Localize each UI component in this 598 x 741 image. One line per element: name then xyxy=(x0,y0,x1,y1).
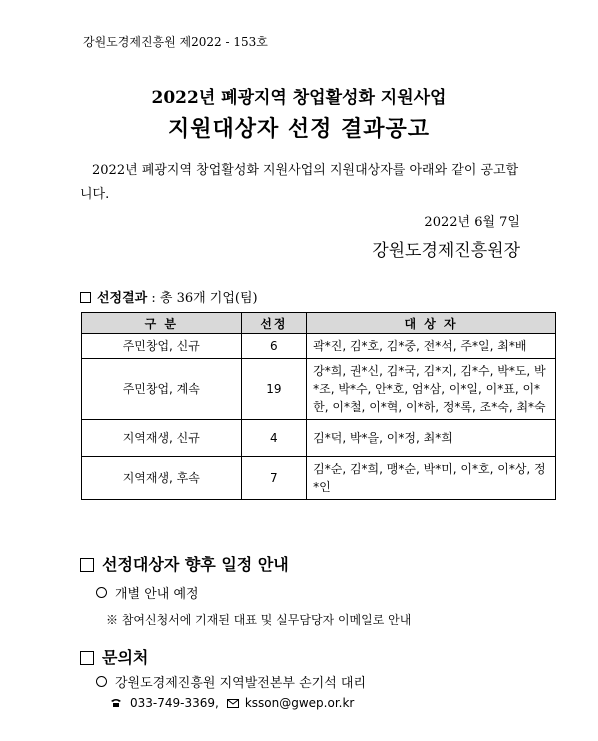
section-title: 선정결과 xyxy=(97,291,148,306)
row-category: 지역재생, 후속 xyxy=(82,457,242,500)
table-row xyxy=(82,420,556,457)
table-row xyxy=(82,334,556,359)
row-names: 김*순, 김*희, 맹*순, 박*미, 이*호, 이*상, 정*인 xyxy=(307,457,556,500)
phone-icon xyxy=(110,698,122,708)
announcement-date: 2022년 6월 7일 xyxy=(424,215,520,230)
header-names: 대 상 자 xyxy=(307,313,556,334)
table-row xyxy=(82,457,556,500)
checkbox-square-icon xyxy=(80,558,94,572)
email-address[interactable]: ksson@gwep.or.kr xyxy=(244,696,355,710)
row-count: 4 xyxy=(241,420,307,457)
section-title: 문의처 xyxy=(102,648,149,667)
row-count: 7 xyxy=(241,457,307,500)
row-names: 강*희, 권*신, 김*국, 김*지, 김*수, 박*도, 박*조, 박*수, 안*호, 엄*삼, 이*일, 이*표, 이*한, 이*철, 이*혁, 이*하, 정*록, 조*숙, 최*숙 xyxy=(307,359,556,420)
section-selection-result xyxy=(80,287,258,306)
row-count: 19 xyxy=(241,359,307,420)
section-summary: : 총 36개 기업(팀) xyxy=(147,291,258,306)
header-count: 선정 xyxy=(241,313,307,334)
row-count: 6 xyxy=(241,334,307,359)
title-line-2: 지원대상자 선정 결과공고 xyxy=(167,116,431,142)
row-category: 주민창업, 계속 xyxy=(82,359,242,420)
checkbox-square-icon xyxy=(80,651,94,665)
row-names: 곽*진, 김*호, 김*중, 전*석, 주*일, 최*배 xyxy=(307,334,556,359)
row-names: 김*덕, 박*을, 이*정, 최*희 xyxy=(307,420,556,457)
schedule-note: ※ 참여신청서에 기재된 대표 및 실무담당자 이메일로 안내 xyxy=(106,613,412,627)
document-number: 강원도경제진흥원 제2022 - 153호 xyxy=(83,35,268,49)
circle-bullet-icon xyxy=(96,676,107,687)
row-category: 주민창업, 신규 xyxy=(82,334,242,359)
schedule-item xyxy=(96,583,199,602)
mail-icon xyxy=(227,699,239,708)
header-category: 구 분 xyxy=(82,313,242,334)
phone-number: 033-749-3369, xyxy=(130,696,219,710)
row-category: 지역재생, 신규 xyxy=(82,420,242,457)
checkbox-square-icon xyxy=(80,292,91,303)
schedule-item-text: 개별 안내 예정 xyxy=(115,587,199,602)
table-header-row xyxy=(82,313,556,334)
section-schedule xyxy=(80,552,289,575)
results-table xyxy=(81,312,556,500)
contact-person xyxy=(96,672,366,691)
section-contact xyxy=(80,645,148,668)
table-row xyxy=(82,359,556,420)
contact-details xyxy=(110,696,354,710)
title-line-1: 2022년 폐광지역 창업활성화 지원사업 xyxy=(151,88,447,108)
contact-person-text: 강원도경제진흥원 지역발전본부 손기석 대리 xyxy=(115,676,366,691)
issuer-name: 강원도경제진흥원장 xyxy=(372,241,520,261)
section-title: 선정대상자 향후 일정 안내 xyxy=(102,555,289,574)
announcement-body: 2022년 폐광지역 창업활성화 지원사업의 지원대상자를 아래와 같이 공고합니다. xyxy=(80,163,519,202)
circle-bullet-icon xyxy=(96,587,107,598)
